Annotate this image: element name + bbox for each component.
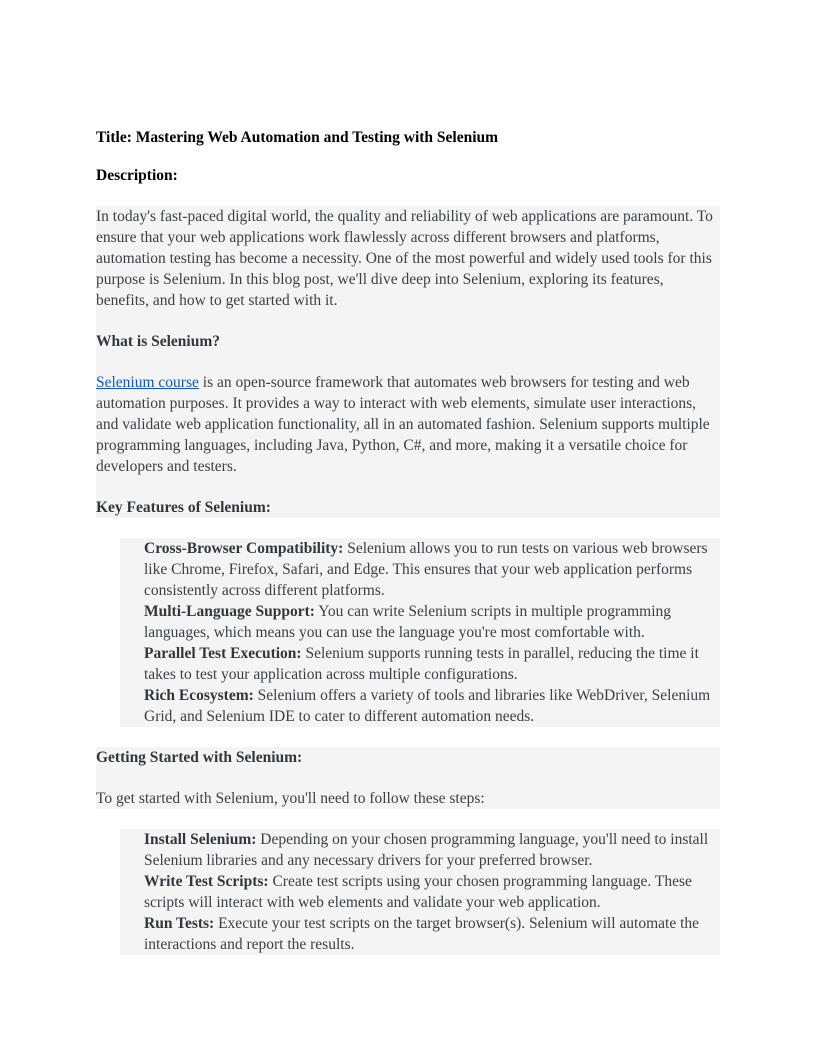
document-title: Title: Mastering Web Automation and Testing with Selenium [96, 129, 499, 146]
feature-text: You can write Selenium scripts in multiple programming languages, which means you can use the language you're most comfortable with. [144, 603, 671, 641]
document-page [96, 127, 720, 955]
feature-text: Selenium supports running tests in parallel, reducing the time it takes to test your application across multiple configurations. [144, 645, 699, 683]
selenium-course-link[interactable]: Selenium course [96, 374, 199, 391]
feature-label: Cross-Browser Compatibility: [144, 540, 344, 557]
feature-label: Rich Ecosystem: [144, 687, 254, 704]
feature-text: Selenium offers a variety of tools and libraries like WebDriver, Selenium Grid, and Selenium IDE to cater to different automation needs. [144, 687, 711, 725]
feature-text: Selenium allows you to run tests on various web browsers like Chrome, Firefox, Safari, and Edge. This ensures that your web application performs consistently across different platforms. [144, 540, 708, 599]
step-text: Execute your test scripts on the target browser(s). Selenium will automate the interactions and report the results. [144, 915, 700, 953]
step-label: Run Tests: [144, 915, 215, 932]
what-is-selenium-paragraph [96, 372, 720, 477]
getting-started-heading: Getting Started with Selenium: [96, 749, 303, 766]
step-label: Write Test Scripts: [144, 873, 269, 890]
intro-paragraph: In today's fast-paced digital world, the quality and reliability of web applications are paramount. To ensure that your web applications work flawlessly across different browsers and platforms, automation testing has become a necessity. One of the most powerful and widely used tools for this purpose is Selenium. In this blog post, we'll dive deep into Selenium, exploring its features, benefits, and how to get started with it. [96, 208, 713, 309]
list-item [144, 829, 720, 871]
list-item [144, 643, 720, 685]
step-text: Create test scripts using your chosen programming language. These scripts will interact with web elements and validate your web application. [144, 873, 692, 911]
key-features-heading: Key Features of Selenium: [96, 499, 271, 516]
list-item [144, 871, 720, 913]
getting-started-section [96, 747, 720, 809]
getting-started-steps-list [120, 829, 720, 955]
list-item [144, 601, 720, 643]
what-is-selenium-heading: What is Selenium? [96, 333, 221, 350]
feature-label: Parallel Test Execution: [144, 645, 302, 662]
step-label: Install Selenium: [144, 831, 257, 848]
key-features-list [120, 538, 720, 727]
getting-started-intro: To get started with Selenium, you'll need to follow these steps: [96, 790, 485, 807]
description-label: Description: [96, 167, 178, 184]
feature-label: Multi-Language Support: [144, 603, 315, 620]
list-item [144, 538, 720, 601]
intro-section [96, 206, 720, 518]
list-item [144, 913, 720, 955]
what-is-selenium-body: is an open-source framework that automates web browsers for testing and web automation purposes. It provides a way to interact with web elements, simulate user interactions, and validate web application functionality, all in an automated fashion. Selenium supports multiple programming languages, including Java, Python, C#, and more, making it a versatile choice for developers and testers. [96, 374, 710, 475]
list-item [144, 685, 720, 727]
step-text: Depending on your chosen programming language, you'll need to install Selenium libraries and any necessary drivers for your preferred browser. [144, 831, 709, 869]
